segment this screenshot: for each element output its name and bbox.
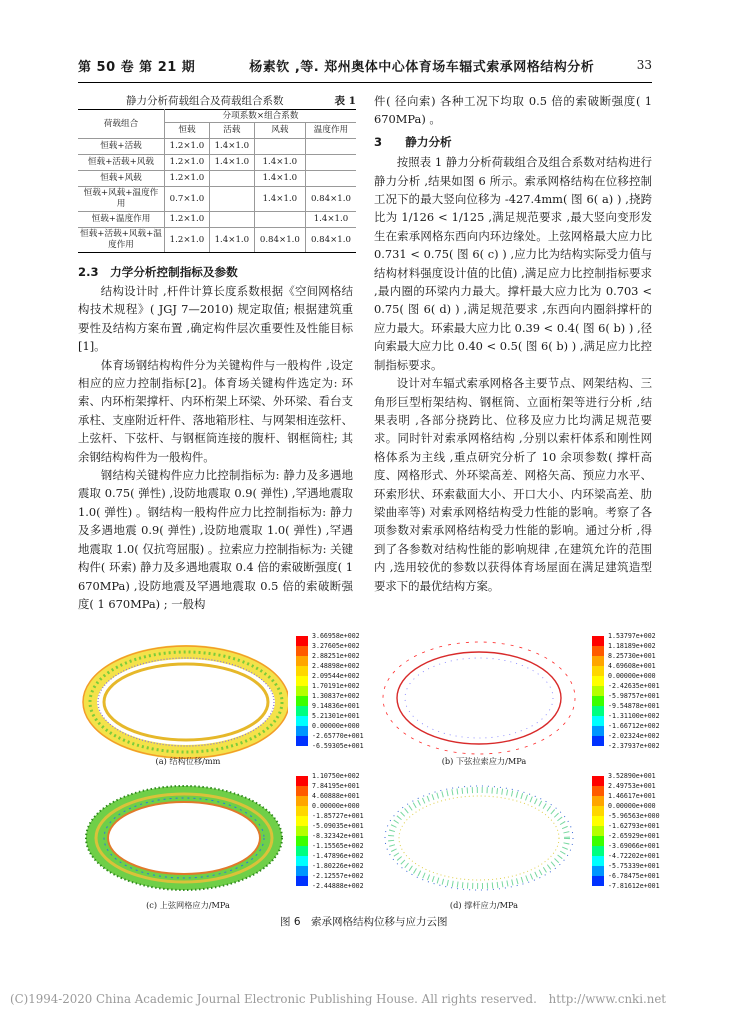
panel-a-caption: (a) 结构位移/mm: [155, 756, 221, 766]
legend-swatch: [296, 786, 308, 796]
legend-swatch: [296, 686, 308, 696]
section-heading-3: 3 静力分析: [374, 134, 452, 149]
legend-swatch: [296, 866, 308, 876]
running-header: [78, 56, 652, 76]
legend-swatch: [592, 856, 604, 866]
paragraph: 结构设计时 ,杆件计算长度系数根据《空间网格结构技术规程》( JGJ 7—2010) 规定取值; 根据建筑重要性及结构方案布置 ,确定构件层次重要性及性能目标[1]。: [78, 284, 353, 354]
table-cell: 1.4×1.0: [209, 228, 254, 253]
table-cell: 1.2×1.0: [165, 155, 210, 171]
legend-value: 0.00000e+000: [312, 722, 360, 730]
legend-swatch: [592, 716, 604, 726]
table-label: 表 1: [334, 95, 356, 107]
legend-value: -2.02324e+002: [608, 732, 660, 740]
legend-swatch: [592, 776, 604, 786]
legend-swatch: [296, 666, 308, 676]
journal-header-text: 第 50 卷 第 21 期 杨素钦 ,等. 郑州奥体中心体育场车辐式索承网格结构分析: [78, 60, 595, 75]
legend-value: 1.18189e+002: [608, 642, 656, 650]
table-col-header: 风载: [254, 123, 305, 139]
legend-swatch: [592, 686, 604, 696]
lower-cable-stress-plot: [374, 632, 584, 760]
paragraph: 设计对车辐式索承网格各主要节点、网架结构、三角形巨型桁架结构、钢框筒、立面桁架等进行分析 ,结果表明 ,各部分挠跨比、位移及应力比均满足规范要求。同时针对索承网格结构 ,分别以索杆体系和刚性网格体系为主线 ,重点研究分析了 10 余项参数( 撑杆高度、网格形式、外环梁高差、网格矢高、预应力水平、环索形状、环索截面大小、开口大小、内环梁高差、肋梁曲率等) 对索承网格结构受力性能的影响。考察了各项参数对索承网格结构受力性能的影响。通过分析 ,得到了各参数对结构性能的影响规律 ,在建筑允许的范围内 ,选用较优的参数以获得体育场屋面在满足建筑造型要求下的最优结构方案。: [374, 376, 652, 593]
figure-caption: 图 6 索承网格结构位移与应力云图: [280, 916, 448, 928]
table-cell: 1.2×1.0: [165, 139, 210, 155]
legend-value: -5.96563e+000: [608, 812, 660, 820]
legend-swatch: [296, 736, 308, 746]
table-row-label: 恒载+活载: [78, 139, 165, 155]
legend-swatch: [592, 796, 604, 806]
legend-swatch: [296, 816, 308, 826]
legend-value: 1.30837e+002: [312, 692, 360, 700]
legend-value: 1.53797e+002: [608, 632, 656, 640]
legend-value: -2.44888e+002: [312, 882, 364, 890]
section-heading-2-3: 2.3 力学分析控制指标及参数: [78, 265, 238, 279]
legend-swatch: [296, 796, 308, 806]
right-column-body: [374, 92, 652, 595]
table-cell: 1.4×1.0: [254, 187, 305, 212]
legend-value: 3.52890e+001: [608, 772, 656, 780]
legend-swatch: [592, 646, 604, 656]
legend-value: -2.65929e+001: [608, 832, 660, 840]
table-row-label: 恒载+风载+温度作用: [78, 187, 165, 212]
legend-swatch: [296, 636, 308, 646]
legend-value: -1.47896e+002: [312, 852, 364, 860]
table-row-label: 恒载+温度作用: [78, 212, 165, 228]
table-cell: 1.4×1.0: [209, 139, 254, 155]
table-row: [78, 187, 356, 212]
legend-swatch: [296, 776, 308, 786]
load-combination-table: [78, 109, 356, 253]
legend-swatch: [592, 836, 604, 846]
table-cell: 0.84×1.0: [254, 228, 305, 253]
table-row-label: 恒载+活载+风载+温度作用: [78, 228, 165, 253]
copyright-footer: (C)1994-2020 China Academic Journal Electronic Publishing House. All rights reserved. http://www.cnki.net: [10, 992, 667, 1006]
legend-swatch: [592, 696, 604, 706]
legend-swatch: [592, 636, 604, 646]
panel-d-caption: (d) 撑杆应力/MPa: [449, 900, 519, 910]
table-cell: [254, 212, 305, 228]
legend-swatch: [592, 866, 604, 876]
legend-value: 2.48898e+002: [312, 662, 360, 670]
table-row: [78, 155, 356, 171]
strut-stress-plot: [374, 772, 584, 900]
legend-swatch: [592, 656, 604, 666]
legend-value: -1.62793e+001: [608, 822, 660, 830]
legend-swatch: [592, 806, 604, 816]
table-row: [78, 139, 356, 155]
table-cell: 0.84×1.0: [305, 228, 356, 253]
table-col-header: 恒载: [165, 123, 210, 139]
legend-value: 4.60888e+001: [312, 792, 360, 800]
legend-swatch: [592, 876, 604, 886]
table-row-header: 荷载组合: [78, 110, 165, 139]
legend-value: 0.00000e+000: [608, 672, 656, 680]
table-cell: [305, 155, 356, 171]
legend-value: 4.69608e+001: [608, 662, 656, 670]
legend-swatch: [296, 696, 308, 706]
table-cell: [305, 171, 356, 187]
table-cell: 1.4×1.0: [254, 155, 305, 171]
legend-swatch: [296, 656, 308, 666]
legend-a: [296, 632, 374, 752]
legend-swatch: [296, 836, 308, 846]
figure-6: [78, 632, 660, 912]
legend-value: 0.00000e+000: [608, 802, 656, 810]
legend-value: -1.31100e+002: [608, 712, 660, 720]
legend-value: -1.66712e+002: [608, 722, 660, 730]
paragraph: 钢结构关键构件应力比控制指标为: 静力及多遇地震取 0.75( 弹性) ,设防地震取 0.9( 弹性) ,罕遇地震取 1.0( 弹性) 。钢结构一般构件应力比控制指标为: 静力及多遇地震 0.9( 弹性) ,设防地震取 1.0( 弹性) ,罕遇地震取 1.0( 仅抗弯屈服) 。拉索应力控制指标为: 关键构件( 环索) 静力及多遇地震取 0.4 倍的索破断强度( 1 670MPa) ,设防地震及罕遇地震取 0.5 倍的索破断强度( 1 670MPa) ; 一般构: [78, 468, 353, 611]
table-cell: 1.2×1.0: [165, 212, 210, 228]
table-row: [78, 171, 356, 187]
legend-value: -5.75339e+001: [608, 862, 660, 870]
legend-swatch: [296, 646, 308, 656]
legend-b: [592, 632, 670, 752]
table-row-label: 恒载+活载+风载: [78, 155, 165, 171]
legend-value: 7.84195e+001: [312, 782, 360, 790]
table-cell: 1.4×1.0: [209, 155, 254, 171]
legend-value: 1.70191e+002: [312, 682, 360, 690]
legend-value: 1.46617e+001: [608, 792, 656, 800]
legend-d: [592, 772, 670, 892]
legend-value: 9.14836e+001: [312, 702, 360, 710]
page-number: 33: [636, 58, 652, 72]
table-cell: 1.4×1.0: [254, 171, 305, 187]
table-cell: 1.2×1.0: [165, 228, 210, 253]
paragraph: 体育场钢结构构件分为关键构件与一般构件 ,设定相应的应力控制指标[2]。体育场关键构件选定为: 环索、内环桁架撑杆、内环桁架上环梁、外环梁、看台支承柱、支座附近杆件、落地箱形柱、与网架相连弦杆、上弦杆、下弦杆、与钢框筒连接的腹杆、钢框筒柱; 其余钢结构构件为一般构件。: [78, 357, 353, 464]
table-col-header: 温度作用: [305, 123, 356, 139]
legend-value: -2.12557e+002: [312, 872, 364, 880]
paragraph: 件( 径向索) 各种工况下均取 0.5 倍的索破断强度( 1 670MPa) 。: [374, 94, 652, 127]
structure-displacement-plot: [78, 632, 288, 760]
left-column-body: [78, 282, 353, 613]
legend-swatch: [592, 846, 604, 856]
table-cell: 0.7×1.0: [165, 187, 210, 212]
header-rule: [78, 82, 652, 83]
legend-swatch: [592, 706, 604, 716]
legend-swatch: [296, 876, 308, 886]
legend-c: [296, 772, 374, 892]
legend-swatch: [592, 816, 604, 826]
table-cell: 0.84×1.0: [305, 187, 356, 212]
legend-value: -6.78475e+001: [608, 872, 660, 880]
table-cell: 1.4×1.0: [305, 212, 356, 228]
table-cell: 1.2×1.0: [165, 171, 210, 187]
legend-swatch: [296, 846, 308, 856]
legend-value: -2.37937e+002: [608, 742, 660, 750]
legend-value: -5.98757e+001: [608, 692, 660, 700]
legend-value: -1.15565e+002: [312, 842, 364, 850]
table-cell: [305, 139, 356, 155]
legend-swatch: [296, 716, 308, 726]
legend-swatch: [592, 666, 604, 676]
table-cell: [209, 171, 254, 187]
legend-swatch: [296, 826, 308, 836]
table-row-label: 恒载+风载: [78, 171, 165, 187]
legend-value: -1.85727e+001: [312, 812, 364, 820]
legend-value: 3.27605e+002: [312, 642, 360, 650]
legend-swatch: [592, 826, 604, 836]
panel-d: [374, 772, 670, 910]
panel-a: [78, 632, 374, 766]
legend-value: -2.65770e+001: [312, 732, 364, 740]
legend-value: -6.59305e+001: [312, 742, 364, 750]
panel-c-caption: (c) 上弦网格应力/MPa: [146, 900, 230, 910]
legend-swatch: [592, 736, 604, 746]
table-cell: [209, 187, 254, 212]
legend-value: 2.09544e+002: [312, 672, 360, 680]
legend-swatch: [296, 676, 308, 686]
table-col-header: 活载: [209, 123, 254, 139]
table-title: 静力分析荷载组合及荷载组合系数: [126, 95, 284, 107]
legend-value: 0.00000e+000: [312, 802, 360, 810]
table-col-group: 分项系数×组合系数: [165, 110, 357, 123]
legend-value: 8.25730e+001: [608, 652, 656, 660]
upper-grid-stress-plot: [78, 772, 288, 900]
table-row: [78, 228, 356, 253]
legend-value: -4.72202e+001: [608, 852, 660, 860]
legend-value: -9.54878e+001: [608, 702, 660, 710]
table-cell: [209, 212, 254, 228]
legend-value: 2.88251e+002: [312, 652, 360, 660]
legend-swatch: [592, 676, 604, 686]
legend-swatch: [592, 786, 604, 796]
legend-value: -5.09035e+001: [312, 822, 364, 830]
paragraph: 按照表 1 静力分析荷载组合及组合系数对结构进行静力分析 ,结果如图 6 所示。索承网格结构在位移控制工况下的最大竖向位移为 -427.4mm( 图 6( a) ) ,挠跨比为 1/126 < 1/125 ,满足规范要求 ,最大竖向变形发生在索承网格东西向内环边缘处。上弦网格最大应力比 0.731 < 0.75( 图 6( c) ) ,应力比为结构实际受力值与结构材料强度设计值的比值) ,满足应力比控制指标要求 ,最内圈的环梁内力最大。撑杆最大应力比为 0.703 < 0.75( 图 6( d) ) ,满足规范要求 ,东西向内圈斜撑杆的应力最大。环索最大应力比 0.39 < 0.4( 图 6( b) ) ,径向索最大应力比 0.40 < 0.5( 图 6( b) ) ,满足应力比控制指标要求。: [374, 155, 652, 372]
legend-value: -8.32342e+001: [312, 832, 364, 840]
legend-swatch: [296, 806, 308, 816]
legend-swatch: [296, 726, 308, 736]
legend-swatch: [296, 856, 308, 866]
legend-value: 3.66958e+002: [312, 632, 360, 640]
legend-swatch: [296, 706, 308, 716]
legend-value: -7.81612e+001: [608, 882, 660, 890]
legend-value: -1.80226e+002: [312, 862, 364, 870]
legend-value: 5.21301e+001: [312, 712, 360, 720]
legend-value: -3.69066e+001: [608, 842, 660, 850]
legend-value: 1.10750e+002: [312, 772, 360, 780]
legend-swatch: [592, 726, 604, 736]
legend-value: 2.49753e+001: [608, 782, 656, 790]
panel-b: [374, 632, 670, 766]
panel-c: [78, 772, 374, 910]
table-row: [78, 212, 356, 228]
table-cell: [254, 139, 305, 155]
panel-b-caption: (b) 下弦拉索应力/MPa: [441, 756, 527, 766]
legend-value: -2.42635e+001: [608, 682, 660, 690]
